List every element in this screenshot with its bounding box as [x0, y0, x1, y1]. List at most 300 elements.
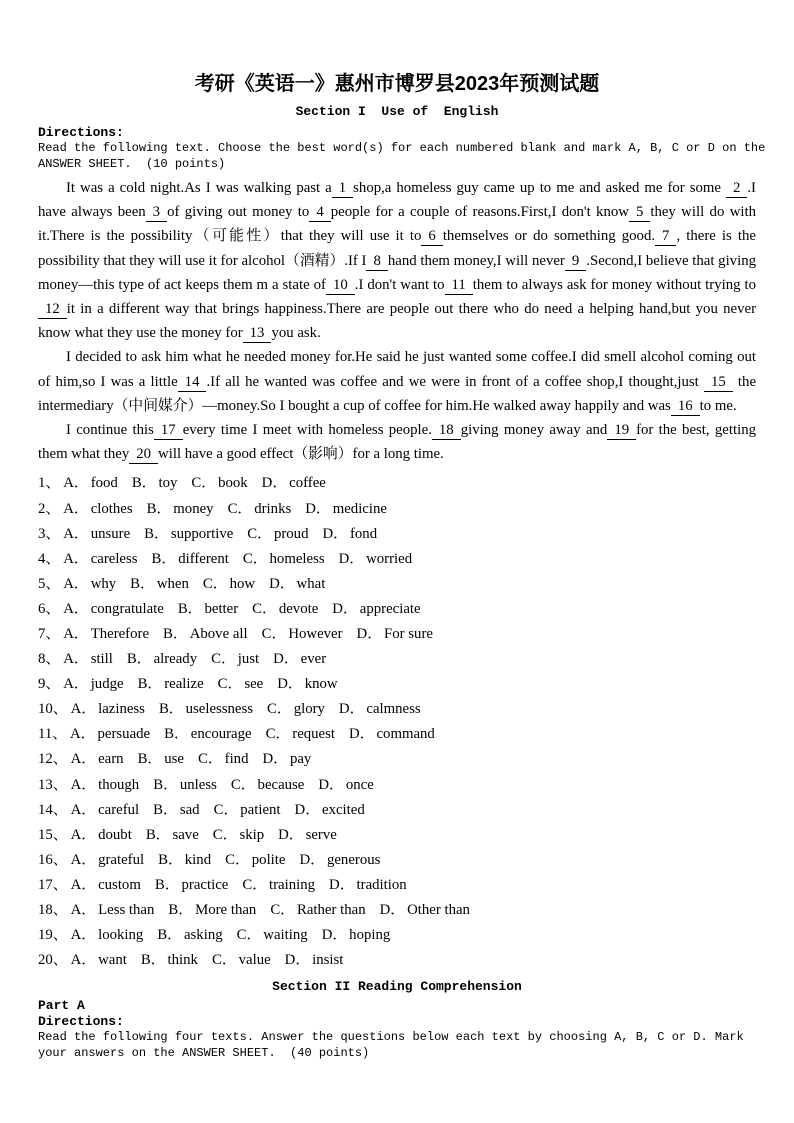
option-label: B． — [157, 927, 182, 944]
question-option — [127, 651, 197, 667]
question-row — [38, 898, 756, 923]
question-option — [349, 726, 435, 742]
question-row — [38, 948, 756, 973]
question-row — [38, 848, 756, 873]
question-option — [164, 726, 251, 742]
option-text: Rather than — [296, 902, 366, 919]
question-option — [155, 877, 229, 893]
question-option — [63, 475, 118, 491]
option-label: D． — [321, 927, 348, 944]
option-text: realize — [164, 676, 204, 693]
cloze-blank: 15 — [704, 373, 733, 392]
question-option — [278, 827, 337, 843]
question-option — [211, 651, 259, 667]
question-row — [38, 622, 756, 647]
passage-paragraph: It was a cold night.As I was walking past a 1 shop,a homeless guy came up to me and asked me for some 2 .I have always been 3 of giving out money to 4 people for a couple of reasons.First,I don't know 5 they will do with it.There is the possibility（可能性）that they will use it to 6 themselves or do something good. 7 , there is the possibility that they will use it for alcohol（酒精）.If I 8 hand them money,I will never 9 .Second,I believe that giving money—this type of act keeps them m a state of 10 .I don't want to 11 them to always ask for money without trying to12 it in a different way that brings happiness.There are people out there who do need a helping hand,but you never know what they use the money for 13 you ask. — [38, 180, 756, 342]
option-label: D． — [278, 826, 304, 843]
option-label: A． — [70, 876, 97, 893]
question-row — [38, 873, 756, 898]
option-label: B． — [146, 500, 172, 517]
option-text: value — [238, 952, 271, 969]
option-text: appreciate — [359, 600, 421, 617]
question-row — [38, 572, 756, 597]
question-option — [270, 902, 365, 918]
question-option — [138, 751, 184, 767]
option-text: careless — [90, 550, 138, 567]
question-option — [322, 927, 391, 943]
option-text: save — [172, 826, 199, 843]
cloze-blank: 11 — [445, 276, 473, 295]
option-label: D． — [277, 676, 303, 693]
question-option — [159, 701, 253, 717]
question-option — [146, 827, 199, 843]
option-label: B． — [145, 826, 171, 843]
option-label: D． — [284, 952, 311, 969]
question-option — [228, 501, 292, 517]
option-text: homeless — [269, 550, 325, 567]
directions-line: Read the following text. Choose the best word(s) for each numbered blank and mark A, B, C or D on the — [38, 141, 766, 155]
option-label: C． — [191, 475, 217, 492]
question-option — [212, 952, 271, 968]
question-option — [225, 852, 285, 868]
option-text: More than — [195, 902, 257, 919]
option-label: C． — [270, 902, 295, 919]
option-label: A． — [63, 676, 89, 693]
option-label: C． — [252, 600, 277, 617]
question-row — [38, 547, 756, 572]
option-label: C． — [242, 550, 268, 567]
option-text: insist — [312, 952, 344, 969]
option-text: food — [90, 475, 118, 492]
option-label: A． — [63, 575, 89, 592]
cloze-blank: 20 — [129, 445, 158, 464]
question-row — [38, 823, 756, 848]
question-list — [38, 471, 756, 973]
question-option — [299, 852, 380, 868]
option-text: request — [292, 726, 335, 743]
option-label: A． — [70, 726, 96, 743]
question-option — [63, 676, 123, 692]
question-option — [71, 852, 145, 868]
option-label: C． — [265, 726, 291, 743]
question-row — [38, 522, 756, 547]
option-text: command — [376, 726, 435, 743]
option-label: C． — [213, 801, 239, 818]
option-label: C． — [217, 676, 243, 693]
option-text: looking — [98, 927, 144, 944]
question-option — [269, 576, 325, 592]
option-label: D． — [262, 751, 288, 768]
passage-paragraph: I decided to ask him what he needed money for.He said he just wanted some coffee.I did smell alcohol coming out of him,so I was a little 14 .If all he wanted was coffee and we were in front of a coffee shop,I thought,just 15 the intermediary（中间媒介）—money.So I bought a cup of coffee for him.He walked away happily and was 16 to me. — [38, 349, 757, 414]
question-option — [132, 475, 178, 491]
option-label: B． — [130, 575, 155, 592]
question-number: 10、 — [38, 701, 68, 718]
question-row — [38, 647, 756, 672]
option-text: know — [304, 676, 338, 693]
option-label: B． — [168, 902, 194, 919]
option-text: proud — [273, 525, 309, 542]
question-option — [153, 802, 199, 818]
question-number: 14、 — [38, 801, 68, 818]
option-label: C． — [261, 626, 287, 642]
option-text: laziness — [98, 701, 145, 718]
question-option — [71, 802, 140, 818]
option-label: D． — [273, 651, 299, 668]
option-text: pay — [289, 751, 312, 768]
option-text: supportive — [170, 525, 234, 542]
question-option — [198, 751, 249, 767]
option-label: C． — [242, 876, 268, 893]
question-option — [277, 676, 337, 692]
question-option — [63, 576, 116, 592]
directions-line: Read the following four texts. Answer the questions below each text by choosing A, B, C or D. Mark — [38, 1030, 744, 1045]
option-label: B． — [153, 801, 178, 818]
question-option — [157, 927, 222, 943]
question-option — [262, 475, 326, 491]
question-option — [63, 551, 137, 567]
cloze-blank: 5 — [629, 203, 650, 222]
question-number: 5、 — [38, 575, 61, 592]
question-row — [38, 798, 756, 823]
option-text: calmness — [366, 701, 421, 718]
option-label: A． — [70, 701, 97, 718]
option-label: C． — [212, 826, 238, 843]
cloze-blank: 8 — [366, 252, 387, 271]
option-text: For sure — [384, 626, 433, 642]
question-option — [71, 927, 144, 943]
option-text: though — [98, 776, 140, 793]
question-option — [178, 601, 238, 617]
option-text: custom — [98, 876, 141, 893]
question-number: 18、 — [38, 902, 68, 919]
question-option — [152, 551, 229, 567]
cloze-blank: 16 — [671, 397, 700, 416]
option-label: D． — [294, 801, 320, 818]
option-text: why — [90, 575, 117, 592]
option-text: glory — [293, 701, 325, 718]
question-number: 19、 — [38, 927, 68, 944]
section2-heading: Section II Reading Comprehension — [272, 979, 522, 995]
section1-heading: Section I Use of English — [295, 104, 499, 119]
option-text: Other than — [407, 902, 470, 919]
option-text: Less than — [98, 902, 155, 919]
option-text: because — [257, 776, 305, 793]
option-label: D． — [349, 726, 375, 743]
option-label: A． — [70, 801, 97, 818]
option-label: C． — [230, 776, 256, 793]
question-option — [138, 676, 204, 692]
option-label: C． — [225, 851, 250, 868]
option-text: still — [90, 651, 113, 668]
option-text: unsure — [90, 525, 131, 542]
question-row — [38, 697, 756, 722]
question-option — [63, 526, 130, 542]
option-label: B． — [177, 600, 203, 617]
question-option — [247, 526, 308, 542]
option-label: B． — [137, 751, 163, 768]
option-label: A． — [63, 600, 89, 617]
cloze-blank: 13 — [243, 324, 272, 343]
option-text: medicine — [332, 500, 387, 517]
option-text: drinks — [254, 500, 292, 517]
question-option — [339, 701, 421, 717]
option-label: C． — [227, 500, 253, 517]
question-option — [262, 626, 343, 642]
question-option — [203, 576, 255, 592]
question-option — [285, 952, 344, 968]
option-text: book — [218, 475, 248, 492]
option-label: B． — [164, 726, 189, 743]
option-text: worried — [366, 550, 413, 567]
option-text: coffee — [289, 475, 326, 492]
option-text: how — [229, 575, 256, 592]
option-label: A． — [70, 751, 97, 768]
question-option — [339, 551, 413, 567]
option-label: D． — [318, 776, 344, 793]
option-text: grateful — [98, 851, 145, 868]
question-row — [38, 497, 756, 522]
cloze-blank: 4 — [309, 203, 330, 222]
option-text: encourage — [190, 726, 252, 743]
option-label: C． — [202, 575, 228, 592]
cloze-blank: 14 — [178, 373, 207, 392]
option-text: However — [288, 626, 343, 642]
option-text: kind — [184, 851, 212, 868]
option-text: unless — [179, 776, 217, 793]
option-text: sad — [179, 801, 200, 818]
option-text: find — [224, 751, 249, 768]
option-text: when — [156, 575, 189, 592]
option-label: C． — [247, 525, 272, 542]
question-option — [168, 902, 256, 918]
option-text: devote — [278, 600, 319, 617]
question-option — [144, 526, 233, 542]
question-row — [38, 722, 756, 747]
question-option — [71, 827, 132, 843]
question-option — [243, 551, 325, 567]
option-text: already — [153, 651, 198, 668]
option-text: use — [164, 751, 184, 768]
option-text: training — [269, 876, 316, 893]
option-label: B． — [131, 475, 157, 492]
cloze-blank: 7 — [655, 227, 676, 246]
option-text: uselessness — [185, 701, 254, 718]
question-option — [262, 751, 311, 767]
question-option — [147, 501, 214, 517]
question-option — [141, 952, 198, 968]
question-option — [267, 701, 325, 717]
question-option — [163, 626, 248, 642]
directions-line: ANSWER SHEET. (10 points) — [38, 156, 226, 171]
option-label: A． — [70, 927, 97, 944]
question-option — [63, 626, 149, 642]
section2-directions-label: Directions: — [38, 1014, 124, 1030]
option-text: generous — [326, 851, 381, 868]
option-text: money — [173, 500, 214, 517]
question-option — [214, 802, 281, 818]
option-label: B． — [153, 776, 178, 793]
question-option — [63, 501, 132, 517]
option-text: serve — [305, 826, 337, 843]
question-option — [213, 827, 264, 843]
option-text: ever — [300, 651, 327, 668]
question-option — [63, 651, 113, 667]
cloze-blank: 9 — [565, 252, 586, 271]
section2-directions-text — [38, 1030, 756, 1061]
part-a-label: Part A — [38, 998, 85, 1014]
option-label: D． — [356, 626, 383, 642]
option-label: B． — [163, 626, 188, 642]
page-title: 考研《英语一》惠州市博罗县2023年预测试题 — [194, 73, 600, 95]
option-label: C． — [236, 927, 262, 944]
question-option — [130, 576, 189, 592]
option-text: polite — [251, 851, 286, 868]
directions-line: your answers on the ANSWER SHEET. (40 points) — [38, 1045, 370, 1060]
question-option — [71, 777, 140, 793]
question-number: 3、 — [38, 525, 61, 542]
option-label: A． — [70, 776, 97, 793]
option-text: patient — [240, 801, 281, 818]
question-number: 16、 — [38, 851, 68, 868]
option-text: doubt — [98, 826, 132, 843]
question-option — [70, 726, 150, 742]
option-text: congratulate — [90, 600, 164, 617]
option-label: B． — [137, 676, 163, 693]
question-option — [305, 501, 387, 517]
option-text: Above all — [189, 626, 248, 642]
option-label: D． — [329, 876, 355, 893]
option-label: B． — [154, 876, 180, 893]
option-text: skip — [239, 826, 265, 843]
option-text: once — [345, 776, 374, 793]
option-label: B． — [140, 952, 166, 969]
option-label: B． — [151, 550, 177, 567]
question-row — [38, 747, 756, 772]
cloze-blank: 12 — [38, 300, 67, 319]
cloze-blank: 3 — [146, 203, 167, 222]
option-text: careful — [98, 801, 140, 818]
question-option — [357, 626, 433, 642]
question-number: 1、 — [38, 475, 61, 492]
question-number: 20、 — [38, 952, 68, 969]
option-label: C． — [211, 651, 236, 668]
question-option — [322, 526, 377, 542]
option-text: think — [167, 952, 198, 969]
question-option — [266, 726, 335, 742]
question-option — [218, 676, 264, 692]
option-text: excited — [322, 801, 365, 818]
option-label: A． — [63, 626, 89, 642]
question-number: 17、 — [38, 876, 68, 893]
question-option — [237, 927, 308, 943]
option-label: A． — [70, 952, 97, 969]
passage-paragraph: I continue this 17 every time I meet with homeless people. 18 giving money away and 19 for the best, getting them what they 20 will have a good effect（影响）for a long time. — [38, 422, 756, 463]
option-text: just — [237, 651, 260, 668]
question-option — [71, 751, 124, 767]
option-text: clothes — [90, 500, 133, 517]
cloze-blank: 2 — [726, 179, 747, 198]
option-text: practice — [181, 876, 229, 893]
question-option — [63, 601, 164, 617]
question-number: 11、 — [38, 726, 68, 743]
question-row — [38, 773, 756, 798]
question-number: 8、 — [38, 651, 61, 668]
option-label: C． — [267, 701, 292, 718]
question-number: 7、 — [38, 626, 61, 642]
option-label: A． — [63, 475, 89, 492]
option-label: C． — [211, 952, 237, 969]
question-option — [71, 877, 141, 893]
option-text: asking — [183, 927, 223, 944]
question-option — [158, 852, 211, 868]
option-label: A． — [70, 826, 97, 843]
option-label: C． — [197, 751, 223, 768]
question-option — [231, 777, 305, 793]
option-label: A． — [63, 500, 89, 517]
option-text: waiting — [263, 927, 308, 944]
option-text: persuade — [97, 726, 151, 743]
question-row — [38, 672, 756, 697]
question-option — [329, 877, 407, 893]
option-label: D． — [338, 550, 365, 567]
question-number: 6、 — [38, 600, 61, 617]
question-number: 2、 — [38, 500, 61, 517]
option-label: A． — [63, 651, 89, 668]
option-text: earn — [98, 751, 124, 768]
cloze-blank: 1 — [332, 179, 353, 198]
question-row — [38, 471, 756, 496]
option-label: D． — [338, 701, 365, 718]
option-label: B． — [158, 701, 184, 718]
option-label: D． — [299, 851, 325, 868]
option-text: want — [98, 952, 127, 969]
option-label: D． — [269, 575, 295, 592]
question-option — [71, 902, 155, 918]
option-text: better — [204, 600, 239, 617]
question-option — [71, 701, 145, 717]
question-option — [153, 777, 217, 793]
question-option — [295, 802, 365, 818]
option-label: D． — [261, 475, 288, 492]
question-option — [242, 877, 315, 893]
option-label: D． — [322, 525, 348, 542]
option-label: B． — [126, 651, 152, 668]
option-label: A． — [70, 902, 97, 919]
question-option — [191, 475, 247, 491]
option-label: B． — [158, 851, 183, 868]
cloze-blank: 19 — [607, 421, 636, 440]
option-text: toy — [158, 475, 178, 492]
option-text: hoping — [349, 927, 391, 944]
question-option — [273, 651, 326, 667]
question-row — [38, 923, 756, 948]
question-option — [380, 902, 470, 918]
option-label: D． — [332, 600, 358, 617]
option-text: fond — [349, 525, 378, 542]
question-number: 4、 — [38, 550, 61, 567]
option-label: D． — [379, 902, 406, 919]
option-label: A． — [63, 550, 89, 567]
option-label: D． — [305, 500, 331, 517]
question-number: 12、 — [38, 751, 68, 768]
option-label: A． — [70, 851, 97, 868]
question-option — [252, 601, 318, 617]
option-text: Therefore — [90, 626, 150, 642]
section1-directions-label: Directions: — [38, 125, 124, 140]
question-number: 13、 — [38, 776, 68, 793]
question-row — [38, 597, 756, 622]
question-option — [318, 777, 373, 793]
